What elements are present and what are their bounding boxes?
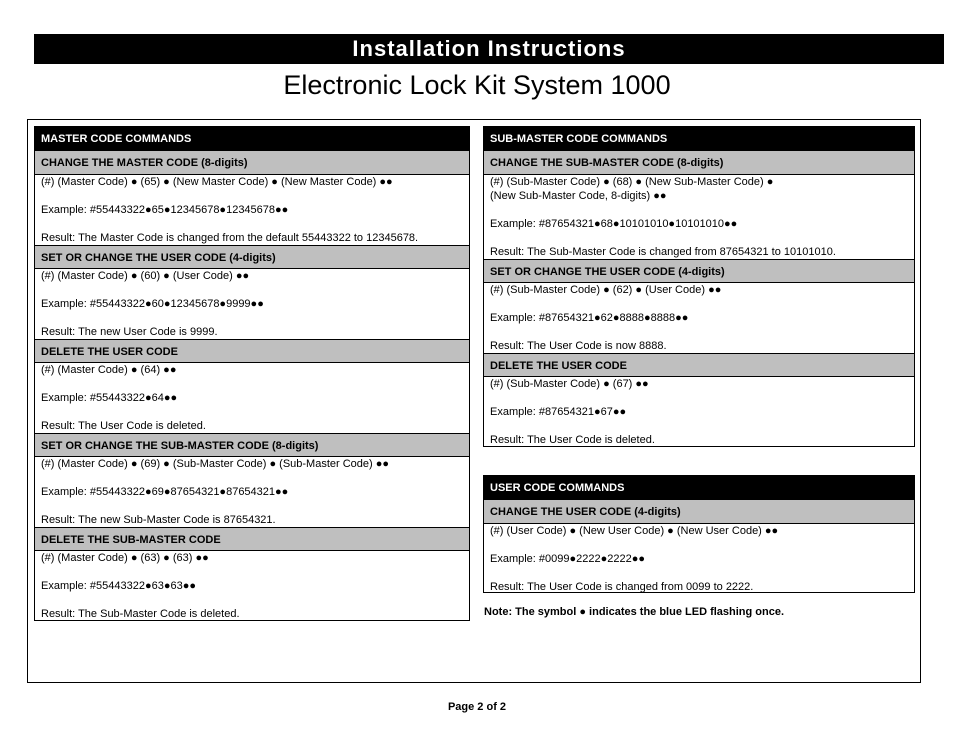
command-text: (#) (Master Code) ● (65) ● (New Master Code) ● (New Master Code) ●● xyxy=(41,176,393,188)
command-text: (#) (Sub-Master Code) ● (68) ● (New Sub-Master Code) ● xyxy=(490,176,774,188)
banner-title: Installation Instructions xyxy=(34,34,944,64)
sub-master-code-table xyxy=(483,126,915,447)
command-text: (#) (Master Code) ● (60) ● (User Code) ●● xyxy=(41,270,250,282)
section-body xyxy=(35,551,469,621)
section-heading: DELETE THE USER CODE xyxy=(35,339,469,363)
result-text: Result: The Sub-Master Code is deleted. xyxy=(41,608,240,620)
result-text: Result: The User Code is now 8888. xyxy=(490,340,667,352)
section-heading: CHANGE THE SUB-MASTER CODE (8-digits) xyxy=(484,151,914,175)
example-text: Example: #87654321●67●● xyxy=(490,406,627,418)
example-text: Example: #55443322●64●● xyxy=(41,392,178,404)
example-text: Example: #55443322●63●63●● xyxy=(41,580,197,592)
document-title: Electronic Lock Kit System 1000 xyxy=(283,70,671,100)
example-text: Example: #87654321●62●8888●8888●● xyxy=(490,312,689,324)
result-text: Result: The Master Code is changed from the default 55443322 to 12345678. xyxy=(41,232,419,244)
section-body xyxy=(35,457,469,527)
result-text: Result: The User Code is deleted. xyxy=(490,434,655,446)
table-title: SUB-MASTER CODE COMMANDS xyxy=(484,127,914,151)
result-text: Result: The Sub-Master Code is changed from 87654321 to 10101010. xyxy=(490,246,836,258)
section-body xyxy=(484,283,914,353)
user-code-table xyxy=(483,475,915,593)
example-text: Example: #55443322●65●12345678●12345678●● xyxy=(41,204,289,216)
command-text-continued: (New Sub-Master Code, 8-digits) ●● xyxy=(490,190,667,202)
result-text: Result: The new Sub-Master Code is 87654321. xyxy=(41,514,276,526)
example-text: Example: #0099●2222●2222●● xyxy=(490,553,646,565)
section-body xyxy=(35,269,469,339)
section-heading: CHANGE THE USER CODE (4-digits) xyxy=(484,500,914,524)
led-symbol-note: Note: The symbol ● indicates the blue LED flashing once. xyxy=(484,606,785,618)
result-text: Result: The User Code is changed from 0099 to 2222. xyxy=(490,581,754,593)
command-text: (#) (User Code) ● (New User Code) ● (New User Code) ●● xyxy=(490,525,779,537)
section-heading: SET OR CHANGE THE USER CODE (4-digits) xyxy=(484,259,914,283)
command-text: (#) (Master Code) ● (63) ● (63) ●● xyxy=(41,552,209,564)
result-text: Result: The new User Code is 9999. xyxy=(41,326,218,338)
section-heading: CHANGE THE MASTER CODE (8-digits) xyxy=(35,151,469,175)
command-text: (#) (Master Code) ● (69) ● (Sub-Master Code) ● (Sub-Master Code) ●● xyxy=(41,458,390,470)
command-text: (#) (Sub-Master Code) ● (62) ● (User Code) ●● xyxy=(490,284,722,296)
section-body xyxy=(35,175,469,245)
result-text: Result: The User Code is deleted. xyxy=(41,420,206,432)
table-title: MASTER CODE COMMANDS xyxy=(35,127,469,151)
example-text: Example: #55443322●69●87654321●87654321●● xyxy=(41,486,289,498)
page-number: Page 2 of 2 xyxy=(447,701,507,713)
example-text: Example: #55443322●60●12345678●9999●● xyxy=(41,298,264,310)
section-heading: SET OR CHANGE THE SUB-MASTER CODE (8-digits) xyxy=(35,433,469,457)
master-code-table xyxy=(34,126,470,621)
example-text: Example: #87654321●68●10101010●10101010●● xyxy=(490,218,738,230)
section-body xyxy=(35,363,469,433)
section-body xyxy=(484,377,914,447)
table-title: USER CODE COMMANDS xyxy=(484,476,914,500)
section-heading: DELETE THE SUB-MASTER CODE xyxy=(35,527,469,551)
command-text: (#) (Master Code) ● (64) ●● xyxy=(41,364,177,376)
section-body xyxy=(484,524,914,594)
section-heading: SET OR CHANGE THE USER CODE (4-digits) xyxy=(35,245,469,269)
section-body xyxy=(484,175,914,259)
command-text: (#) (Sub-Master Code) ● (67) ●● xyxy=(490,378,649,390)
section-heading: DELETE THE USER CODE xyxy=(484,353,914,377)
